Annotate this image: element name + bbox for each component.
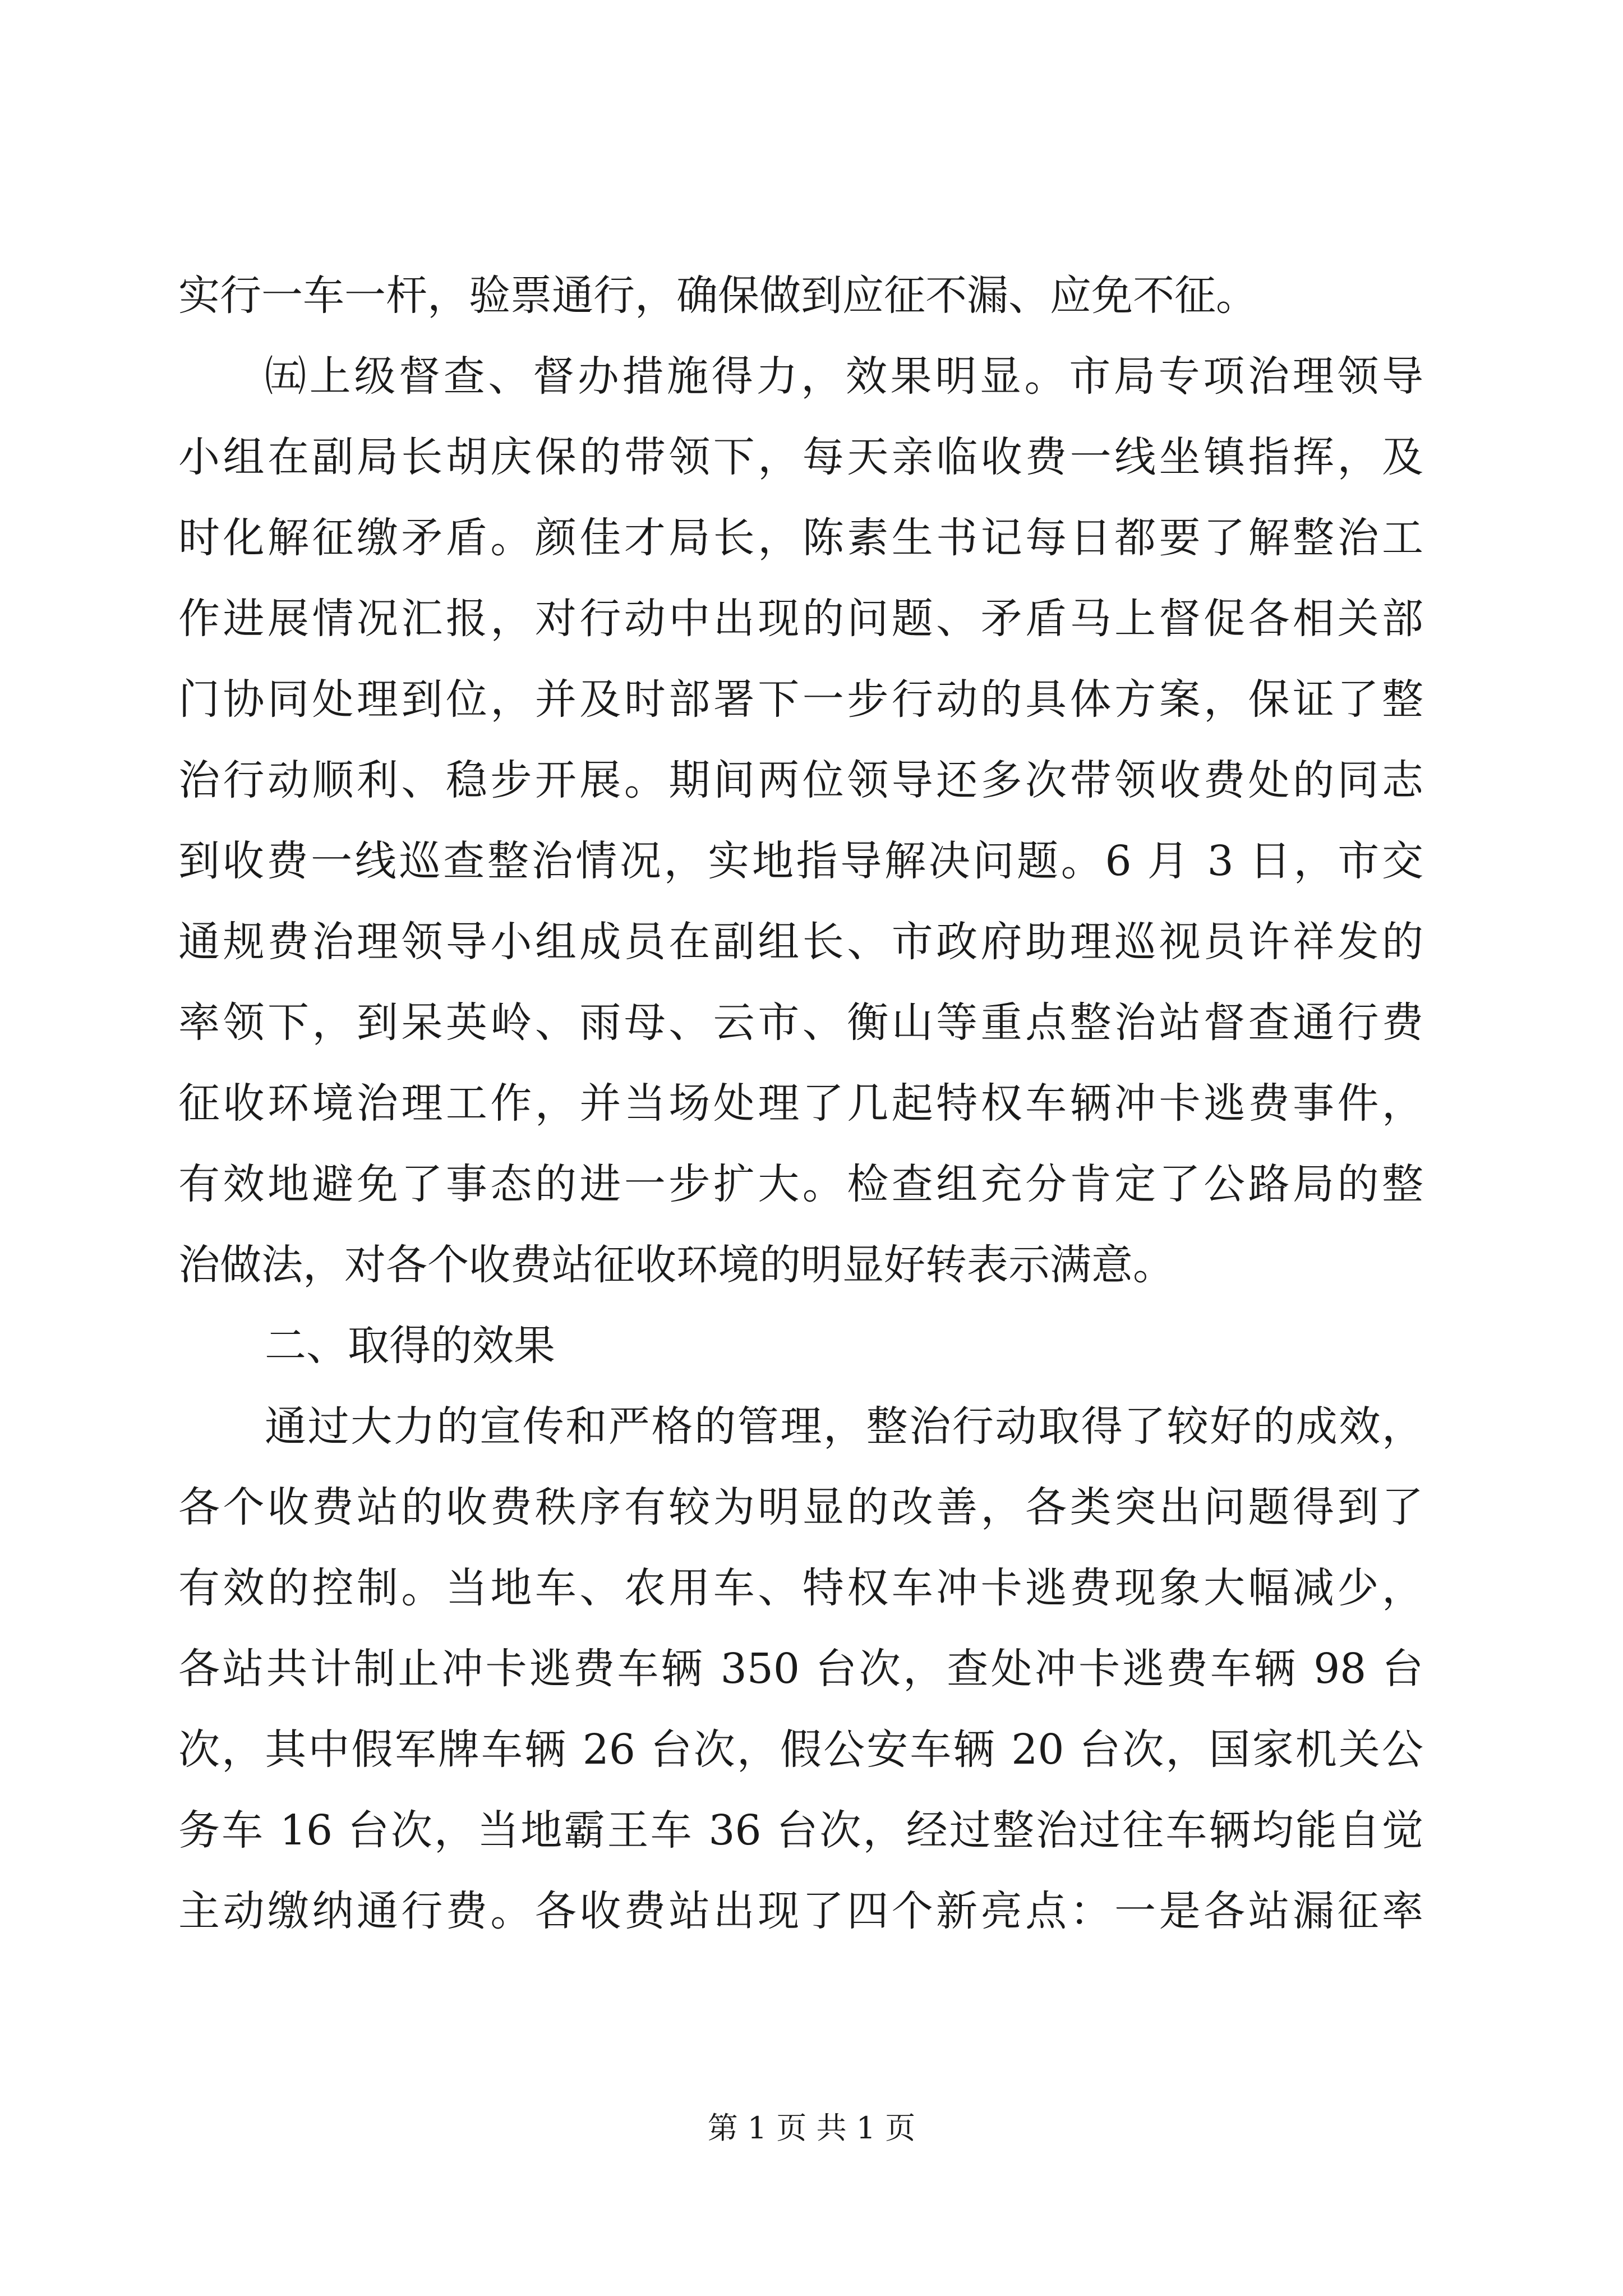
page-number-footer: 第 1 页 共 1 页 — [707, 2110, 916, 2146]
text-line: 通规费治理领导小组成员在副组长、市政府助理巡视员许祥发的 — [178, 918, 1423, 966]
text-line: 有效地避免了事态的进一步扩大。检查组充分肯定了公路局的整 — [178, 1160, 1423, 1208]
text-line: 时化解征缴矛盾。颜佳才局长，陈素生书记每日都要了解整治工 — [178, 514, 1423, 562]
text-line: 有效的控制。当地车、农用车、特权车冲卡逃费现象大幅减少， — [178, 1564, 1423, 1612]
text-line: 治行动顺利、稳步开展。期间两位领导还多次带领收费处的同志 — [178, 756, 1423, 804]
text-line: 主动缴纳通行费。各收费站出现了四个新亮点：一是各站漏征率 — [178, 1887, 1423, 1935]
text-line: 征收环境治理工作，并当场处理了几起特权车辆冲卡逃费事件， — [178, 1079, 1423, 1128]
section-heading: 二、取得的效果 — [265, 1322, 555, 1370]
text-line: 小组在副局长胡庆保的带领下，每天亲临收费一线坐镇指挥，及 — [178, 433, 1423, 481]
text-line: 次，其中假军牌车辆 26 台次，假公安车辆 20 台次，国家机关公 — [178, 1726, 1423, 1774]
text-line: 务车 16 台次，当地霸王车 36 台次，经过整治过往车辆均能自觉 — [178, 1806, 1423, 1855]
text-line: 作进展情况汇报，对行动中出现的问题、矛盾马上督促各相关部 — [178, 595, 1423, 643]
text-line: 实行一车一杆，验票通行，确保做到应征不漏、应免不征。 — [178, 272, 1257, 320]
text-line: 各站共计制止冲卡逃费车辆 350 台次，查处冲卡逃费车辆 98 台 — [178, 1645, 1423, 1693]
text-line: 治做法，对各个收费站征收环境的明显好转表示满意。 — [178, 1241, 1174, 1289]
text-line: 门协同处理到位，并及时部署下一步行动的具体方案，保证了整 — [178, 675, 1423, 724]
text-line: 到收费一线巡查整治情况，实地指导解决问题。6 月 3 日，市交 — [178, 837, 1423, 885]
text-line: 率领下，到呆英岭、雨母、云市、衡山等重点整治站督查通行费 — [178, 999, 1423, 1047]
text-line: ㈤上级督查、督办措施得力，效果明显。市局专项治理领导 — [265, 352, 1423, 401]
text-line: 各个收费站的收费秩序有较为明显的改善，各类突出问题得到了 — [178, 1483, 1423, 1531]
document-body — [178, 255, 1423, 1952]
text-line: 通过大力的宣传和严格的管理，整治行动取得了较好的成效， — [265, 1402, 1423, 1451]
